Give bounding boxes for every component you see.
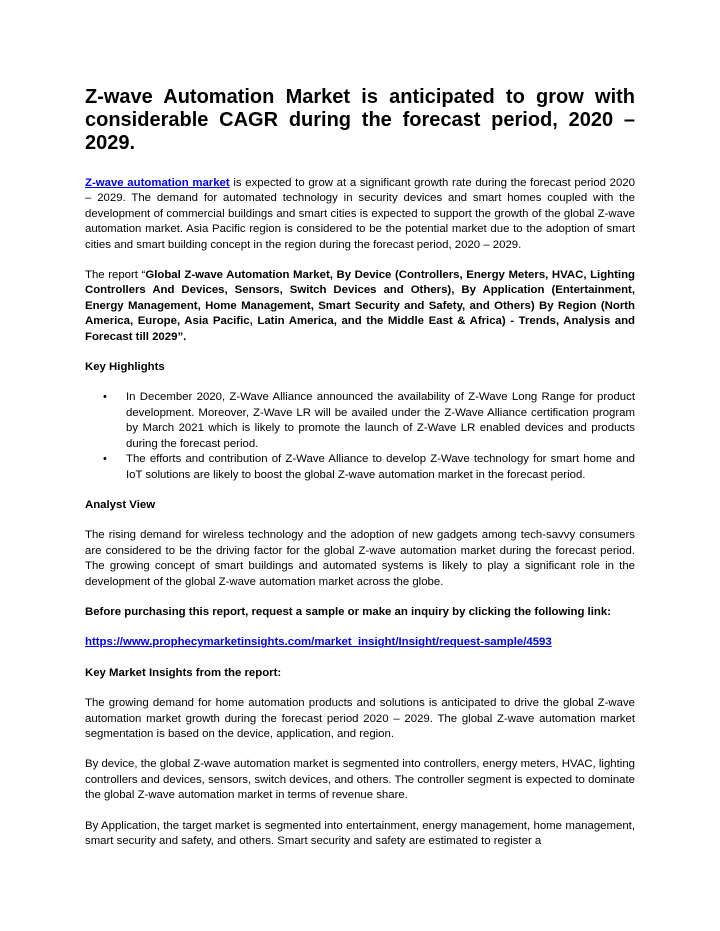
insights-heading: Key Market Insights from the report: bbox=[85, 666, 282, 679]
bullet-icon: • bbox=[103, 453, 107, 466]
highlights-list bbox=[85, 390, 635, 482]
sample-request-link[interactable]: https://www.prophecymarketinsights.com/market_insight/Insight/request-sample/4593 bbox=[85, 636, 552, 649]
analyst-view-heading: Analyst View bbox=[85, 498, 156, 511]
analyst-view-paragraph: The rising demand for wireless technology and the adoption of new gadgets among tech-savvy consumers are considered to be the driving factor for the global Z-wave automation market during the forecast period. The growing concept of smart buildings and automated systems is likely to play a significant role in the development of the global Z-wave automation market across the globe. bbox=[85, 529, 635, 588]
insights-paragraph-1: The growing demand for home automation products and solutions is anticipated to drive the global Z-wave automation market growth during the forecast period 2020 – 2029. The global Z-wave automation market segmentation is based on the device, application, and region. bbox=[85, 697, 635, 740]
page-title: Z-wave Automation Market is anticipated to grow with considerable CAGR during the forecast period, 2020 – 2029. bbox=[85, 86, 635, 154]
bullet-icon: • bbox=[103, 391, 107, 404]
list-item-text: The efforts and contribution of Z-Wave Alliance to develop Z-Wave technology for smart home and IoT solutions are likely to boost the global Z-wave automation market in the forecast period. bbox=[126, 453, 635, 481]
list-item bbox=[85, 390, 635, 452]
list-item bbox=[85, 452, 635, 483]
key-highlights-heading: Key Highlights bbox=[85, 361, 165, 374]
sample-link-row bbox=[85, 635, 635, 650]
intro-paragraph bbox=[85, 176, 635, 253]
report-title: Global Z-wave Automation Market, By Device (Controllers, Energy Meters, HVAC, Lighting Controllers And Devices, Sensors, Switch Devices and Others), By Application (Entertainment, Energy Management, Home Management, Smart Security and Safety, and Others) By Region (North America, Europe, Asia Pacific, Latin America, and the Middle East & Africa) - Trends, Analysis and Forecast till 2029”. bbox=[85, 269, 635, 343]
report-paragraph bbox=[85, 268, 635, 345]
document-page bbox=[85, 86, 635, 864]
report-prefix: The report “ bbox=[85, 269, 146, 282]
list-item-text: In December 2020, Z-Wave Alliance announced the availability of Z-Wave Long Range for product development. Moreover, Z-Wave LR will be availed under the Z-Wave Alliance certification program by March 2021 which is likely to promote the launch of Z-Wave LR enabled devices and products during the forecast period. bbox=[126, 391, 635, 450]
insights-paragraph-2: By device, the global Z-wave automation market is segmented into controllers, energy meters, HVAC, lighting controllers and devices, sensors, switch devices, and others. The controller segment is expected to dominate the global Z-wave automation market in terms of revenue share. bbox=[85, 758, 635, 802]
insights-paragraph-3: By Application, the target market is segmented into entertainment, energy management, home management, smart security and safety, and others. Smart security and safety are estimated to register a bbox=[85, 819, 635, 847]
cta-text: Before purchasing this report, request a sample or make an inquiry by clicking the following link: bbox=[85, 605, 611, 618]
market-link[interactable]: Z-wave automation market bbox=[85, 177, 230, 189]
intro-text: is expected to grow at a significant growth rate during the forecast period 2020 – 2029. The demand for automated technology in security devices and smart homes coupled with the development of commercial buildings and smart cities is expected to support the growth of the global Z-wave automation market. Asia Pacific region is considered to be the potential market due to the adoption of smart cities and smart building concept in the region during the forecast period, 2020 – 2029. bbox=[85, 177, 636, 251]
